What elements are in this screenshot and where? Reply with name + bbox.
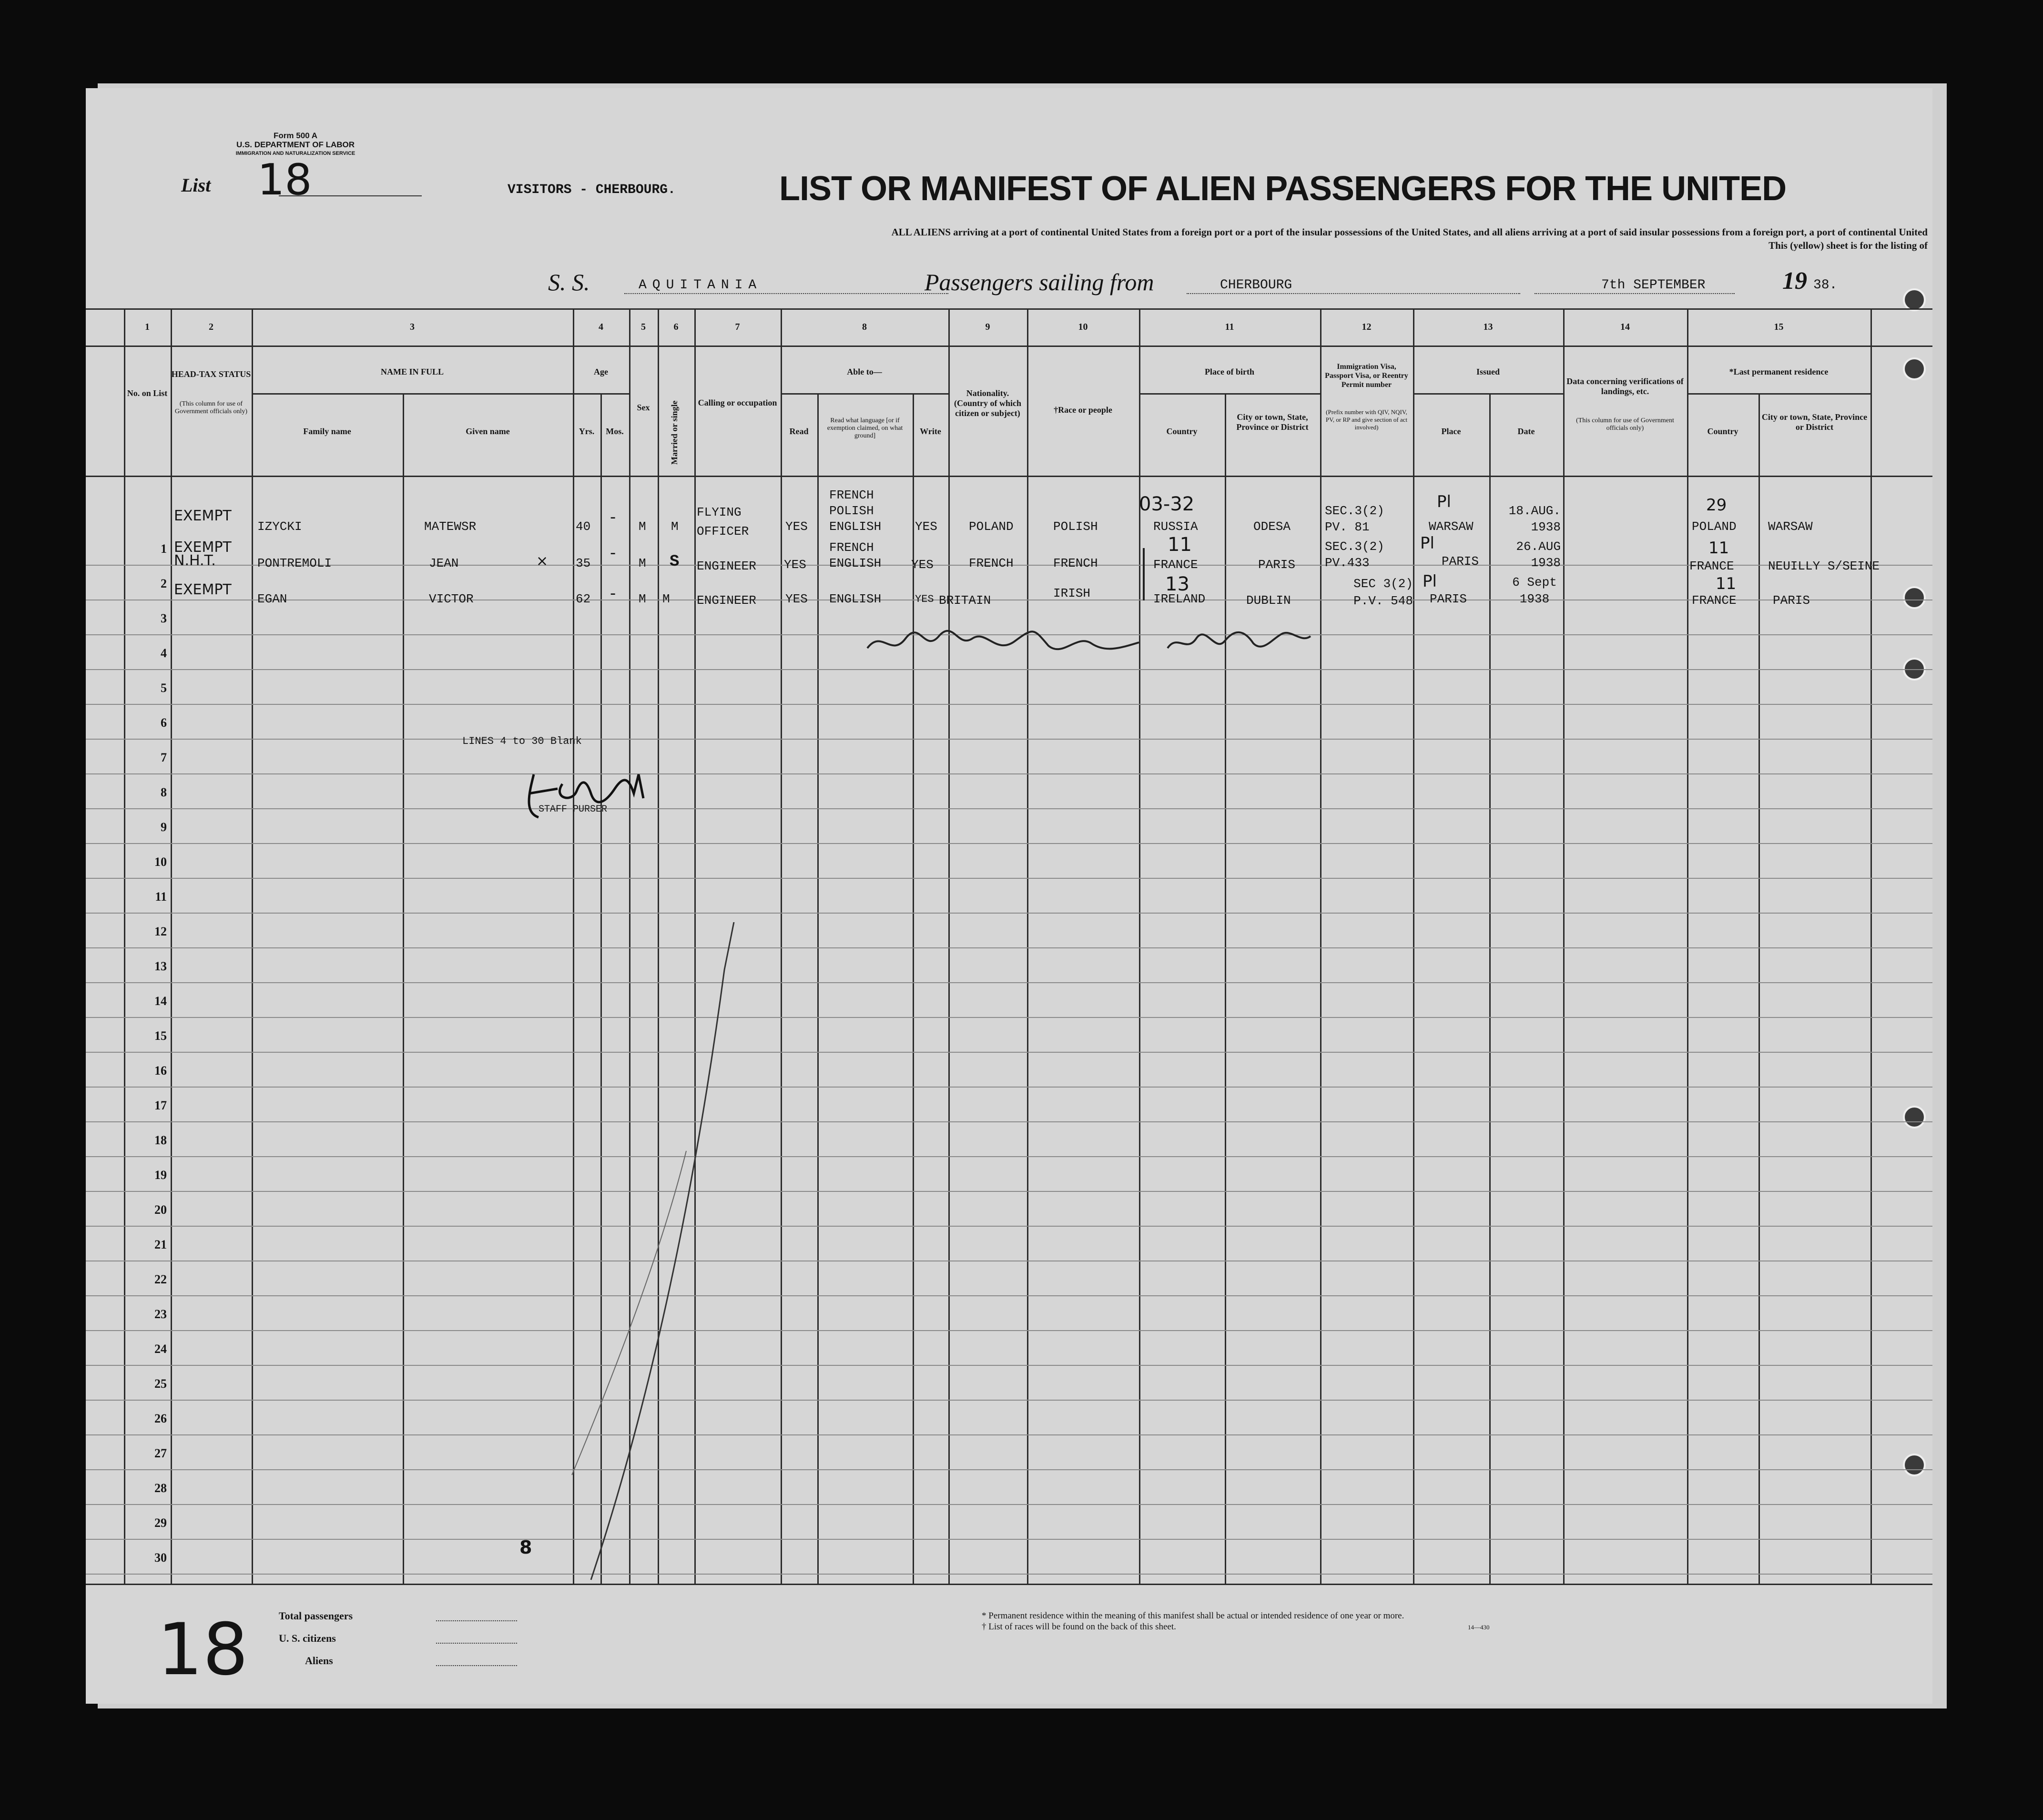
- passenger-1-sex: M: [639, 519, 646, 534]
- line-number: 9: [161, 820, 167, 834]
- line-number: 12: [154, 925, 167, 938]
- line-number: 2: [161, 577, 167, 590]
- col-number: 1: [145, 322, 150, 332]
- row-rule: [86, 1504, 1932, 1505]
- hdr-age: Age: [594, 367, 608, 376]
- line-number: 24: [154, 1342, 167, 1356]
- passenger-2-issued-place: PARIS: [1442, 554, 1479, 569]
- row-rule: [86, 1469, 1932, 1470]
- punch-hole: [1903, 357, 1926, 380]
- line-number: 19: [154, 1168, 167, 1182]
- col-divider: [1320, 308, 1321, 1584]
- bracket-mark: [1143, 548, 1145, 600]
- bottom-list-mark: 18: [157, 1608, 248, 1691]
- line-number: 22: [154, 1272, 167, 1286]
- col-divider: [171, 308, 172, 1584]
- passenger-2-languages: FRENCH ENGLISH: [829, 540, 882, 570]
- passenger-1-issued-date: 18.AUG. 1938: [1508, 504, 1561, 534]
- hdr-sex: Sex: [637, 403, 650, 412]
- citizens-line: [436, 1643, 517, 1644]
- passenger-3-issued-mark: Pl: [1423, 572, 1437, 591]
- manifest-subtitle: ALL ALIENS arriving at a port of continental United States from a foreign port or a port of the insular possessions of the United States, and all aliens arriving at a port of said insular possessions from a foreign port, a port of continental United: [891, 226, 1928, 238]
- row-rule: [86, 1226, 1932, 1227]
- line-number: 29: [154, 1516, 167, 1530]
- hdr-birth-city: City or town, State, Province or District: [1236, 412, 1309, 432]
- col-number: 13: [1483, 322, 1493, 332]
- line-number: 7: [161, 751, 167, 764]
- hdr-able-to: Able to—: [847, 367, 882, 376]
- row-rule: [86, 1365, 1932, 1366]
- line-number: 18: [154, 1133, 167, 1147]
- row-rule: [86, 669, 1932, 670]
- col-divider: [817, 393, 819, 1584]
- cancel-stroke: [562, 922, 743, 1589]
- passenger-3-sex: M: [639, 592, 646, 606]
- hdr-yrs: Yrs.: [579, 427, 595, 436]
- us-citizens-label: U. S. citizens: [279, 1632, 336, 1644]
- punch-hole: [1903, 288, 1926, 311]
- subheader-rule: [1413, 393, 1563, 395]
- ss-label: S. S.: [548, 269, 590, 295]
- hdr-last-residence: *Last permanent residence: [1729, 367, 1829, 376]
- hdr-race: †Race or people: [1054, 405, 1112, 415]
- col-divider: [1563, 308, 1565, 1584]
- col-divider: [1489, 393, 1491, 1584]
- col-divider: [948, 308, 950, 1584]
- hdr-issued: Issued: [1476, 367, 1500, 376]
- passenger-2-read: YES: [784, 558, 806, 572]
- list-underline: [279, 195, 422, 196]
- passenger-3-issued-date: 6 Sept 1938: [1512, 575, 1557, 606]
- subheader-rule: [1687, 393, 1870, 395]
- col-number: 9: [985, 322, 990, 332]
- row-rule: [86, 1121, 1932, 1122]
- line-number: 3: [161, 611, 167, 625]
- passenger-2-yrs: 35: [576, 556, 591, 570]
- hdr-res-city: City or town, State, Province or District: [1761, 412, 1868, 432]
- passenger-3-res-city: PARIS: [1773, 593, 1810, 608]
- passenger-2-birth-country: FRANCE: [1153, 558, 1198, 572]
- form-number: Form 500 A: [274, 131, 317, 140]
- hdr-married: Married or single: [670, 400, 679, 465]
- ship-name: AQUITANIA: [639, 278, 762, 293]
- line-number: 11: [155, 890, 167, 904]
- row-rule: [86, 1434, 1932, 1435]
- col-divider: [1027, 308, 1028, 1584]
- passenger-2-race: FRENCH: [1053, 556, 1098, 570]
- col-divider: [403, 393, 404, 1584]
- year-prefix: 19: [1782, 267, 1807, 295]
- passenger-2-tax: EXEMPT N.H.T.: [174, 539, 232, 569]
- hdr-visa: Immigration Visa, Passport Visa, or Reentry Permit number: [1325, 363, 1408, 389]
- passenger-1-occupation: FLYING OFFICER: [697, 505, 749, 539]
- row-rule: [86, 913, 1932, 914]
- passenger-3-birth-city: DUBLIN: [1246, 593, 1291, 608]
- passenger-2-x-mark: ×: [536, 553, 549, 569]
- footnote-races: † List of races will be found on the back of this sheet.: [982, 1622, 1176, 1632]
- passenger-2-married: S: [670, 553, 680, 571]
- row-rule: [86, 1156, 1932, 1157]
- line-number: 15: [154, 1029, 167, 1043]
- col-number: 15: [1774, 322, 1784, 332]
- row-rule: [86, 773, 1932, 774]
- line-number: 4: [161, 646, 167, 660]
- passenger-1-mos: -: [610, 508, 616, 527]
- col-divider: [1687, 308, 1688, 1584]
- hdr-read-language: Read what language [or if exemption claimed, on what ground]: [827, 417, 903, 439]
- hdr-no-on-list: No. on List: [127, 388, 168, 398]
- col-divider: [1758, 393, 1760, 1584]
- passenger-2-visa: SEC.3(2) PV.433: [1325, 539, 1384, 570]
- hdr-birth-country: Country: [1166, 427, 1198, 436]
- row-rule: [86, 739, 1932, 740]
- col-number: 6: [673, 322, 679, 332]
- passenger-3-issued-place: PARIS: [1430, 592, 1467, 606]
- line-number: 6: [161, 716, 167, 730]
- passenger-3-tax: EXEMPT: [174, 581, 232, 598]
- manifest-subtitle-2: This (yellow) sheet is for the listing of: [1769, 240, 1928, 251]
- aliens-label: Aliens: [305, 1655, 333, 1667]
- passenger-3-family: EGAN: [257, 592, 287, 606]
- col-number: 8: [862, 322, 867, 332]
- purser-label: STAFF PURSER: [539, 804, 608, 815]
- col-divider: [781, 308, 782, 1584]
- row-rule: [86, 1087, 1932, 1088]
- col-number: 14: [1620, 322, 1630, 332]
- passenger-3-birth-code: 13: [1165, 573, 1189, 595]
- passenger-2-birth-city: PARIS: [1258, 558, 1296, 572]
- passenger-1-visa: SEC.3(2) PV. 81: [1325, 504, 1384, 534]
- footnote-residence: * Permanent residence within the meaning of this manifest shall be actual or intended residence of one year or more.: [982, 1611, 1404, 1621]
- passenger-2-res-country: FRANCE: [1689, 559, 1734, 573]
- passenger-3-occupation: ENGINEER: [697, 593, 756, 608]
- line-number: 23: [154, 1307, 167, 1321]
- passenger-3-visa: SEC 3(2) P.V. 548: [1353, 577, 1413, 608]
- hdr-name-in-full: NAME IN FULL: [380, 367, 444, 376]
- manifest-sheet: [86, 88, 1932, 1704]
- passenger-1-given: MATEWSR: [424, 519, 477, 534]
- punch-hole: [1903, 1454, 1926, 1476]
- passenger-2-res-code: 11: [1708, 539, 1729, 558]
- passenger-1-res-country: POLAND: [1692, 519, 1737, 534]
- purser-signature: [519, 765, 672, 827]
- col-number: 11: [1225, 322, 1234, 332]
- row-rule: [86, 982, 1932, 983]
- row-rule: [86, 1295, 1932, 1296]
- line-number: 16: [154, 1064, 167, 1078]
- hdr-read: Read: [789, 427, 809, 436]
- passenger-1-issued-mark: Pl: [1437, 492, 1451, 511]
- line-number: 21: [154, 1238, 167, 1251]
- passenger-2-sex: M: [639, 556, 646, 570]
- passenger-3-birth-country: IRELAND: [1153, 592, 1206, 606]
- row-rule: [86, 704, 1932, 705]
- hdr-calling: Calling or occupation: [698, 398, 777, 407]
- passenger-3-married: M: [662, 592, 670, 606]
- category-label: VISITORS - CHERBOURG.: [508, 183, 676, 197]
- row-rule: [86, 1400, 1932, 1401]
- manifest-title: LIST OR MANIFEST OF ALIEN PASSENGERS FOR THE UNITED: [779, 170, 1787, 208]
- sailing-date: 7th SEPTEMBER: [1601, 278, 1706, 293]
- passenger-1-read: YES: [785, 519, 808, 534]
- hdr-data-concerning: Data concerning verifications of landings, etc.: [1566, 376, 1684, 396]
- form-code: 14—430: [1468, 1624, 1490, 1631]
- header-bottom-rule: [86, 476, 1932, 477]
- passenger-2-given: JEAN: [429, 556, 459, 570]
- row-rule: [86, 808, 1932, 809]
- blank-lines-note: LINES 4 to 30 Blank: [462, 735, 582, 747]
- passenger-3-res-code: 11: [1716, 574, 1737, 593]
- passenger-1-issued-place: WARSAW: [1429, 519, 1474, 534]
- hdr-place-of-birth: Place of birth: [1205, 367, 1254, 376]
- hdr-head-tax-note: (This column for use of Government officials only): [174, 400, 248, 415]
- row-rule: [86, 1574, 1932, 1575]
- list-number: 18: [257, 155, 312, 205]
- aliens-line: [436, 1665, 517, 1666]
- row-rule: [86, 878, 1932, 879]
- col-number: 7: [735, 322, 740, 332]
- passenger-1-res-code: 29: [1706, 496, 1727, 515]
- col-divider: [1870, 308, 1872, 1584]
- passenger-1-birth-country: RUSSIA: [1153, 519, 1198, 534]
- passenger-1-birth-city: ODESA: [1253, 519, 1291, 534]
- subheader-rule: [252, 393, 573, 395]
- ship-line: [624, 293, 948, 294]
- line-number: 14: [154, 994, 167, 1008]
- passenger-1-race: POLISH: [1053, 519, 1098, 534]
- hdr-family-name: Family name: [303, 427, 351, 436]
- passenger-2-family: PONTREMOLI: [257, 556, 332, 570]
- passenger-1-family: IZYCKI: [257, 519, 302, 534]
- row-rule: [86, 1052, 1932, 1053]
- hdr-data-note: (This column for use of Government officials only): [1576, 417, 1674, 432]
- col-number: 12: [1362, 322, 1372, 332]
- line-number: 27: [154, 1446, 167, 1460]
- row-rule: [86, 1539, 1932, 1540]
- date-line: [1535, 293, 1735, 294]
- passenger-3-languages: ENGLISH: [829, 592, 882, 606]
- hdr-head-tax: HEAD-TAX STATUS: [171, 369, 251, 379]
- line-number: 13: [154, 959, 167, 973]
- service-label: IMMIGRATION AND NATURALIZATION SERVICE: [235, 151, 356, 156]
- line-number: 17: [154, 1098, 167, 1112]
- colnum-rule: [86, 346, 1932, 347]
- table-bottom-rule: [86, 1584, 1932, 1585]
- punch-hole: [1903, 586, 1926, 609]
- passenger-3-write: YES: [915, 593, 934, 605]
- line-number: 1: [161, 542, 167, 556]
- page-count-mark: 8: [519, 1537, 532, 1558]
- passenger-1-nationality: POLAND: [969, 519, 1014, 534]
- passenger-1-tax: EXEMPT: [174, 508, 232, 524]
- passenger-3-read: YES: [785, 592, 808, 606]
- hdr-given-name: Given name: [466, 427, 510, 436]
- subheader-rule: [573, 393, 629, 395]
- port-line: [1187, 293, 1520, 294]
- passenger-3-yrs: 62: [576, 592, 591, 606]
- sailing-label: Passengers sailing from: [925, 269, 1154, 295]
- hdr-issued-place: Place: [1441, 427, 1461, 436]
- passenger-2-res-city: NEUILLY S/SEINE: [1768, 559, 1880, 573]
- line-number: 20: [154, 1203, 167, 1217]
- passenger-1-languages: FRENCH POLISH ENGLISH: [829, 488, 882, 534]
- line-number: 25: [154, 1377, 167, 1391]
- line-number: 30: [154, 1551, 167, 1565]
- hdr-res-country: Country: [1707, 427, 1738, 436]
- passenger-1-res-city: WARSAW: [1768, 519, 1813, 534]
- hdr-issued-date: Date: [1517, 427, 1535, 436]
- passenger-3-race: IRISH: [1053, 586, 1091, 600]
- col-divider: [124, 308, 125, 1584]
- col-number: 4: [599, 322, 603, 332]
- row-rule: [86, 947, 1932, 948]
- subheader-rule: [781, 393, 948, 395]
- passenger-2-write: YES: [911, 558, 934, 572]
- line-number: 28: [154, 1481, 167, 1495]
- form-block: [224, 131, 367, 158]
- passenger-2-nationality: FRENCH: [969, 556, 1014, 570]
- col-divider: [1225, 393, 1226, 1584]
- passenger-2-occupation: ENGINEER: [697, 559, 756, 573]
- line-number: 8: [161, 785, 167, 799]
- passenger-3-res-country: FRANCE: [1692, 593, 1737, 608]
- row-rule: [86, 1017, 1932, 1018]
- passenger-2-issued-mark: Pl: [1420, 534, 1434, 553]
- passenger-2-issued-date: 26.AUG 1938: [1516, 539, 1561, 570]
- col-number: 5: [641, 322, 646, 332]
- line-number: 26: [154, 1412, 167, 1425]
- col-divider: [1413, 308, 1414, 1584]
- passenger-1-write: YES: [915, 519, 937, 534]
- col-number: 3: [410, 322, 415, 332]
- passenger-1-married: M: [671, 519, 679, 534]
- punch-hole: [1903, 1106, 1926, 1129]
- hdr-visa-note: (Prefix number with QIV, NQIV, PV, or RP and give section of act involved): [1325, 408, 1408, 431]
- row-rule: [86, 1330, 1932, 1331]
- hdr-nationality: Nationality. (Country of which citizen or subject): [954, 388, 1021, 418]
- line-number: 5: [161, 681, 167, 695]
- hdr-write: Write: [920, 427, 941, 436]
- passenger-2-mos: -: [610, 543, 616, 562]
- line-number: 10: [154, 855, 167, 869]
- total-line: [436, 1620, 517, 1621]
- year-suffix: 38.: [1813, 278, 1838, 293]
- subheader-rule: [1139, 393, 1320, 395]
- inspector-signature: [863, 620, 1320, 667]
- passenger-3-given: VICTOR: [429, 592, 474, 606]
- row-rule: [86, 843, 1932, 844]
- table-top-rule: [86, 308, 1932, 310]
- passenger-1-yrs: 40: [576, 519, 591, 534]
- port-name: CHERBOURG: [1220, 278, 1292, 293]
- col-divider: [252, 308, 253, 1584]
- passenger-1-birth-code: 03-32: [1139, 493, 1195, 515]
- hdr-mos: Mos.: [606, 427, 624, 436]
- row-rule: [86, 1191, 1932, 1192]
- passenger-2-birth-code: 11: [1168, 534, 1192, 556]
- passenger-3-mos: -: [610, 584, 616, 603]
- department-label: U.S. DEPARTMENT OF LABOR: [236, 140, 355, 149]
- total-passengers-label: Total passengers: [279, 1610, 353, 1622]
- passenger-3-nationality: BRITAIN: [939, 593, 991, 608]
- list-label: List: [181, 174, 211, 196]
- col-number: 2: [209, 322, 213, 332]
- col-number: 10: [1078, 322, 1088, 332]
